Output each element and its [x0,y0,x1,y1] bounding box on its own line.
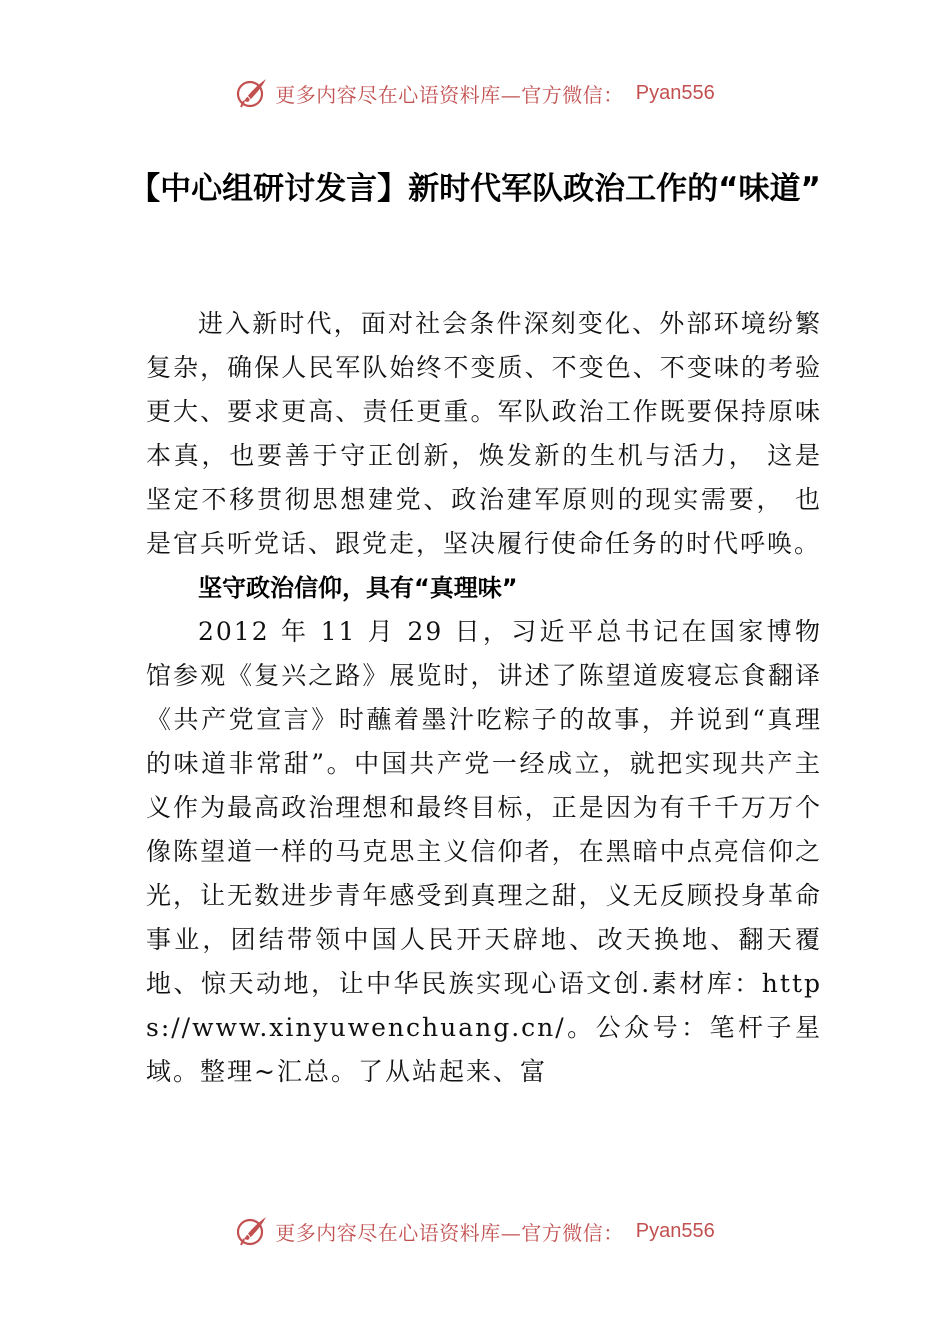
watermark-wechat-id: Pyan556 [635,1219,715,1242]
document-body [146,302,822,1094]
quill-pen-logo-icon [235,76,269,110]
watermark-wechat-id: Pyan556 [635,81,715,104]
watermark-text: 更多内容尽在心语资料库—官方微信： [275,82,624,107]
quill-pen-logo-icon [235,1214,269,1248]
footer-watermark [0,1208,950,1254]
watermark-banner [235,1214,714,1248]
watermark-text: 更多内容尽在心语资料库—官方微信： [275,1220,624,1245]
section-paragraph: 2012 年 11 月 29 日，习近平总书记在国家博物馆参观《复兴之路》展览时，讲述了陈望道废寝忘食翻译《共产党宣言》时蘸着墨汁吃粽子的故事，并说到“真理的味道非常甜”。中国共产党一经成立，就把实现共产主义作为最高政治理想和最终目标，正是因为有千千万万个像陈望道一样的马克思主义信仰者，在黑暗中点亮信仰之光，让无数进步青年感受到真理之甜，义无反顾投身革命事业，团结带领中国人民开天辟地、改天换地、翻天覆地、惊天动地，让中华民族实现心语文创.素材库：https://www.xinyuwenchuang.cn/。公众号：笔杆子星域。整理~汇总。了从站起来、富 [146,617,822,1086]
section-heading: 坚守政治信仰，具有“真理味” [198,574,518,602]
header-watermark [0,70,950,116]
watermark-banner [235,76,714,110]
intro-paragraph: 进入新时代，面对社会条件深刻变化、外部环境纷繁复杂，确保人民军队始终不变质、不变色、不变味的考验更大、要求更高、责任更重。军队政治工作既要保持原味本真，也要善于守正创新，焕发新的生机与活力， 这是坚定不移贯彻思想建党、政治建军原则的现实需要， 也是官兵听党话、跟党走，坚决履行使命任务的时代呼唤。 [146,309,822,558]
document-title: 【中心组研讨发言】新时代军队政治工作的“味道” [129,171,821,207]
